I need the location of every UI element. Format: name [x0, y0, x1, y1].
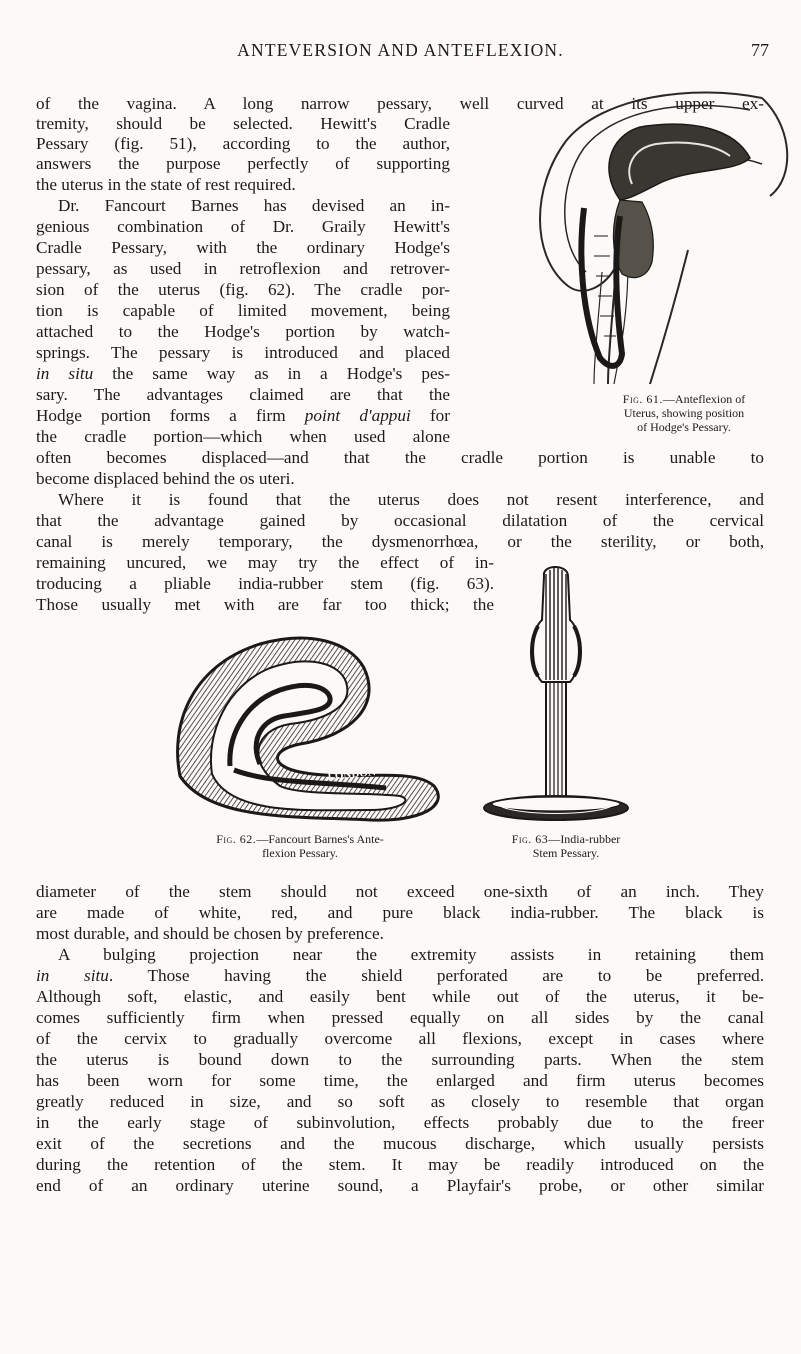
text-line: Pessary (fig. 51), according to the author, — [36, 134, 450, 153]
text-line: of the cervix to gradually overcome all flexions, except in cases where — [36, 1029, 764, 1048]
text-line: of the vagina. A long narrow pessary, well curved at its upper ex- — [36, 94, 764, 113]
text-line: sion of the uterus (fig. 62). The cradle por- — [36, 280, 450, 299]
text-line: remaining uncured, we may try the effect of in- — [36, 553, 494, 572]
running-head — [0, 40, 801, 64]
text-line: during the retention of the stem. It may be readily introduced on the — [36, 1155, 764, 1174]
text-line: comes sufficiently firm when pressed equally on all sides by the canal — [36, 1008, 764, 1027]
text-line — [36, 364, 450, 384]
figure-61-label: Fig. 61. — [622, 392, 663, 406]
text-line: Cradle Pessary, with the ordinary Hodge's — [36, 238, 450, 257]
text-line: Dr. Fancourt Barnes has devised an in- — [58, 196, 450, 215]
figure-61-caption-line: Uterus, showing position — [623, 406, 745, 420]
figure-62-label: Fig. 62. — [216, 832, 257, 846]
text-line: diameter of the stem should not exceed one-sixth of an inch. They — [36, 882, 764, 901]
text-line: that the advantage gained by occasional dilatation of the cervical — [36, 511, 764, 530]
running-title: ANTEVERSION AND ANTEFLEXION. — [237, 40, 564, 60]
text-line: troducing a pliable india-rubber stem (fig. 63). — [36, 574, 494, 593]
text-line: greatly reduced in size, and so soft as closely to resemble that organ — [36, 1092, 764, 1111]
text-line: are made of white, red, and pure black india-rubber. The black is — [36, 903, 764, 922]
text-run: for — [429, 406, 450, 425]
text-line: A bulging projection near the extremity assists in retaining them — [58, 945, 764, 964]
text-run: the same way as in a Hodge's pes- — [112, 364, 450, 383]
figure-62-caption-line: —Fancourt Barnes's Ante- — [256, 832, 384, 846]
text-line: the uterus in the state of rest required. — [36, 175, 296, 194]
text-line: canal is merely temporary, the dysmenorrhœa, or the sterility, or both, — [36, 532, 764, 551]
text-run: Those having the shield perforated are to be preferred. — [147, 966, 764, 985]
italic-phrase: in situ — [36, 966, 109, 985]
text-line: Those usually met with are far too thick; the — [36, 595, 494, 614]
text-line: Where it is found that the uterus does not resent interference, and — [58, 490, 764, 509]
text-line — [36, 406, 450, 426]
figure-63-label: Fig. 63 — [511, 832, 549, 846]
figure-63-stem-illustration — [480, 560, 650, 832]
text-line: exit of the secretions and the mucous discharge, which usually persists — [36, 1134, 764, 1153]
text-line: in the early stage of subinvolution, effects probably due to the freer — [36, 1113, 764, 1132]
figure-61-anteflexion-illustration — [524, 86, 794, 386]
text-line: pessary, as used in retroflexion and retrover- — [36, 259, 450, 278]
text-line: answers the purpose perfectly of supporting — [36, 154, 450, 173]
figure-62-pessary-illustration — [150, 616, 450, 826]
text-line: become displaced behind the os uteri. — [36, 469, 295, 488]
text-line: in situ. Those having the shield perforated are to be preferred. — [36, 966, 764, 985]
figure-61-caption-line: of Hodge's Pessary. — [637, 420, 731, 434]
figure-61-caption — [574, 392, 794, 434]
text-line: often becomes displaced—and that the cradle portion is unable to — [36, 448, 764, 467]
text-line: end of an ordinary uterine sound, a Playfair's probe, or other similar — [36, 1176, 764, 1195]
figure-61-caption-line: —Anteflexion of — [662, 392, 746, 406]
text-run: Hodge portion forms a firm — [36, 406, 305, 425]
text-line: has been worn for some time, the enlarged and firm uterus becomes — [36, 1071, 764, 1090]
engraved-maker-mark: LONDON — [327, 766, 377, 783]
text-line: the cradle portion—which when used alone — [36, 427, 450, 446]
figure-62-caption — [150, 832, 450, 860]
page-number: 77 — [751, 40, 769, 60]
italic-phrase: point d'appui — [304, 406, 411, 425]
text-line: sary. The advantages claimed are that the — [36, 385, 450, 404]
text-line: genious combination of Dr. Graily Hewitt's — [36, 217, 450, 236]
text-line: tremity, should be selected. Hewitt's Cradle — [36, 114, 450, 133]
text-line: Although soft, elastic, and easily bent while out of the uterus, it be- — [36, 987, 764, 1006]
italic-phrase: in situ — [36, 364, 94, 383]
figure-62-caption-line: flexion Pessary. — [262, 846, 338, 860]
figure-63-caption-line: Stem Pessary. — [532, 846, 600, 860]
text-line: attached to the Hodge's portion by watch- — [36, 322, 450, 341]
text-line: most durable, and should be chosen by preference. — [36, 924, 384, 943]
text-line: springs. The pessary is introduced and placed — [36, 343, 450, 362]
text-line: the uterus is bound down to the surrounding parts. When the stem — [36, 1050, 764, 1069]
figure-63-caption-line: —India-rubber — [548, 832, 621, 846]
text-line: tion is capable of limited movement, being — [36, 301, 450, 320]
figure-63-caption — [476, 832, 656, 860]
